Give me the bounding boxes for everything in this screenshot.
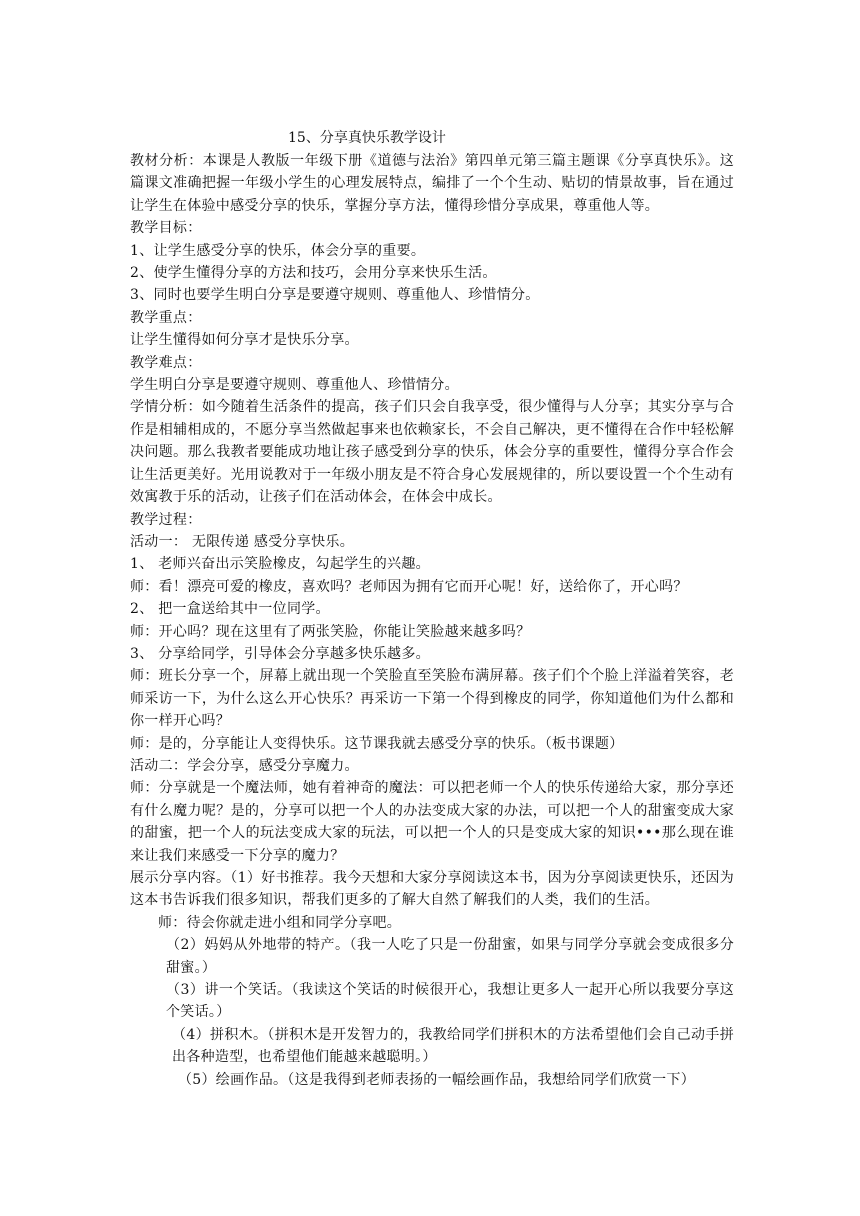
key-point-text: 让学生懂得如何分享才是快乐分享。 [130, 332, 359, 349]
share-content-5: （5）绘画作品。（这是我得到老师表扬的一幅绘画作品，我想给同学们欣赏一下） [178, 1071, 696, 1088]
paragraph-student-analysis: 学情分析：如今随着生活条件的提高，孩子们只会自我享受，很少懂得与人分享；其实分享与合作是相辅相成的，不愿分享当然做起事来也依赖家长，不会自己解决，更不懂得在合作中轻松解决问题。那么我教者要能成功地让孩子感受到分享的快乐，体会分享的重要性，懂得分享合作会让生活更美好。光用说教对于一年级小朋友是不符合身心发展规律的，所以要设置一个个生动有效寓教于乐的活动，让孩子们在活动体会，在体会中成长。 [130, 399, 734, 506]
heading-teaching-goals: 教学目标： [130, 220, 202, 237]
share-content-1: 展示分享内容。（1）好书推荐。我今天想和大家分享阅读这本书，因为分享阅读更快乐，还因为这本书告诉我们很多知识，帮我们更多的了解大自然了解我们的人类，我们的生活。 [130, 870, 734, 909]
teacher-line-5: 师：分享就是一个魔法师，她有着神奇的魔法：可以把老师一个人的快乐传递给大家，那分享还有什么魔力呢？是的，分享可以把一个人的办法变成大家的办法，可以把一个人的甜蜜变成大家的甜蜜，把一个人的玩法变成大家的玩法，可以把一个人的只是变成大家的知识•••那么现在谁来让我们来感受一下分享的魔力？ [130, 780, 734, 864]
share-content-2: （2）妈妈从外地带的特产。（我一人吃了只是一份甜蜜，如果与同学分享就会变成很多分甜蜜。） [166, 937, 734, 976]
heading-teaching-process: 教学过程： [130, 511, 202, 528]
teacher-line-2: 师：开心吗？现在这里有了两张笑脸，你能让笑脸越来越多吗？ [130, 623, 531, 640]
share-content-4: （4）拼积木。（拼积木是开发智力的，我教给同学们拼积木的方法希望他们会自己动手拼出各种造型，也希望他们能越来越聪明。） [172, 1026, 734, 1066]
share-content-3: （3）讲一个笑话。（我读这个笑话的时候很开心，我想让更多人一起开心所以我要分享这个笑话。） [166, 982, 734, 1021]
difficulty-text: 学生明白分享是要遵守规则、尊重他人、珍惜情分。 [130, 377, 459, 394]
teacher-line-6: 师：待会你就走进小组和同学分享吧。 [158, 914, 402, 931]
activity-one-heading: 活动一： 无限传递 感受分享快乐。 [130, 533, 354, 550]
teacher-line-3: 师：班长分享一个，屏幕上就出现一个笑脸直至笑脸布满屏幕。孩子们个个脸上洋溢着笑容，老师采访一下，为什么这么开心快乐？再采访一下第一个得到橡皮的同学，你知道他们为什么都和你一样开心吗？ [130, 668, 734, 730]
step-1: 1、 老师兴奋出示笑脸橡皮，勾起学生的兴趣。 [130, 556, 430, 573]
activity-two-heading: 活动二：学会分享，感受分享魔力。 [130, 757, 359, 774]
teacher-line-4: 师：是的，分享能让人变得快乐。这节课我就去感受分享的快乐。（板书课题） [130, 735, 624, 752]
step-2: 2、 把一盒送给其中一位同学。 [130, 601, 330, 618]
goal-item-2: 2、使学生懂得分享的方法和技巧，会用分享来快乐生活。 [130, 265, 497, 282]
heading-key-point: 教学重点： [130, 309, 202, 326]
heading-difficulty: 教学难点： [130, 354, 202, 371]
paragraph-material-analysis: 教材分析：本课是人教版一年级下册《道德与法治》第四单元第三篇主题课《分享真快乐》。这篇课文准确把握一年级小学生的心理发展特点，编排了一个个生动、贴切的情景故事，旨在通过让学生在体验中感受分享的快乐，掌握分享方法，懂得珍惜分享成果，尊重他人等。 [130, 153, 734, 214]
step-3: 3、 分享给同学，引导体会分享越多快乐越多。 [130, 645, 430, 662]
document-title: 15、分享真快乐教学设计 [288, 130, 446, 146]
teacher-line-1: 师：看！漂亮可爱的橡皮，喜欢吗？老师因为拥有它而开心呢！好，送给你了，开心吗？ [130, 578, 688, 595]
goal-item-1: 1、让学生感受分享的快乐，体会分享的重要。 [130, 242, 426, 259]
goal-item-3: 3、同时也要学生明白分享是要遵守规则、尊重他人、珍惜情分。 [130, 287, 540, 304]
document-body [130, 150, 734, 1091]
